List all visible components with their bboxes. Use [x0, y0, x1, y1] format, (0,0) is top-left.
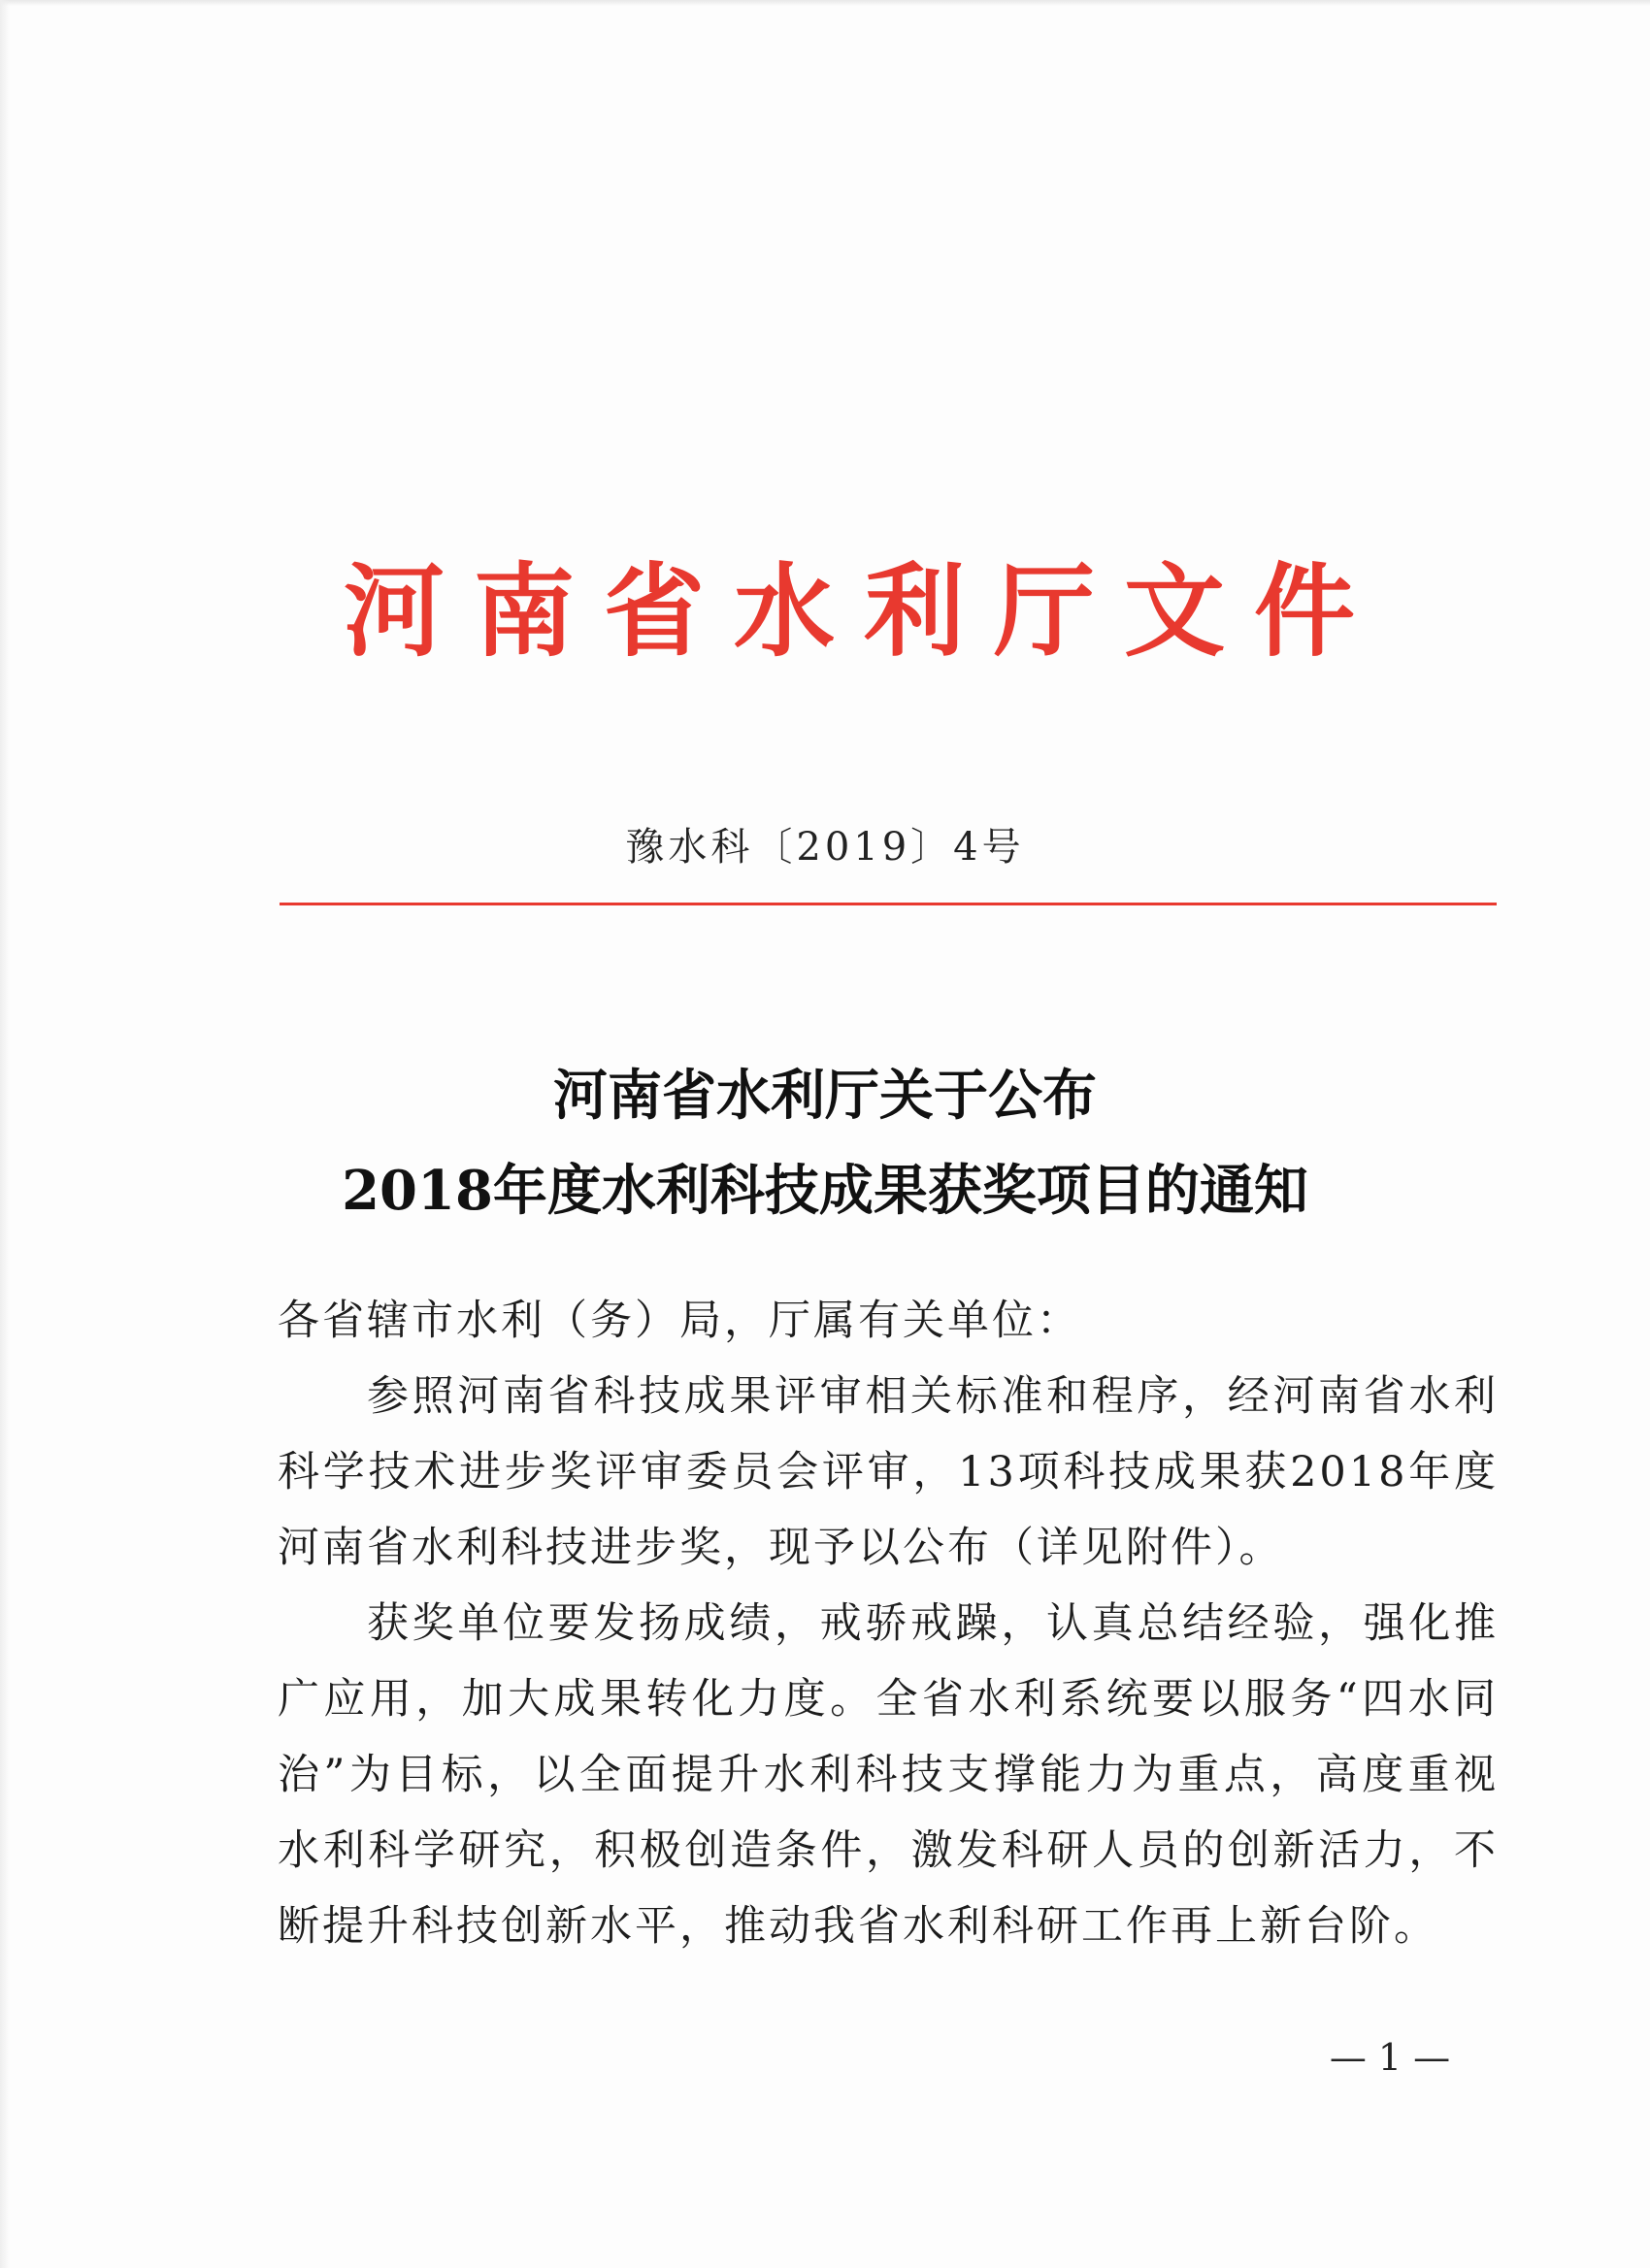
page-number: — 1 — [1329, 2036, 1451, 2079]
document-title [0, 1048, 1650, 1238]
document-title-line-2: 2018年度水利科技成果获奖项目的通知 [342, 1159, 1308, 1223]
scan-edge-top [0, 0, 1650, 6]
document-number: 豫水科〔2019〕4号 [625, 825, 1025, 870]
salutation: 各省辖市水利（务）局，厅属有关单位： [278, 1297, 1081, 1345]
body-paragraph-1: 参照河南省科技成果评审相关标准和程序，经河南省水利科学技术进步奖评审委员会评审，13项科技成果获2018年度河南省水利科技进步奖，现予以公布（详见附件）。 [278, 1372, 1499, 1572]
document-title-line-1: 河南省水利厅关于公布 [553, 1064, 1097, 1128]
red-divider-line [280, 903, 1497, 905]
document-body [278, 1283, 1499, 1964]
body-paragraph-2: 获奖单位要发扬成绩，戒骄戒躁，认真总结经验，强化推广应用，加大成果转化力度。全省水利系统要以服务“四水同治”为目标，以全面提升水利科技支撑能力为重点，高度重视水利科学研究，积极创造条件，激发科研人员的创新活力，不断提升科技创新水平，推动我省水利科研工作再上新台阶。 [278, 1599, 1499, 1951]
issuer-header-title: 河南省水利厅文件 [343, 552, 1384, 671]
